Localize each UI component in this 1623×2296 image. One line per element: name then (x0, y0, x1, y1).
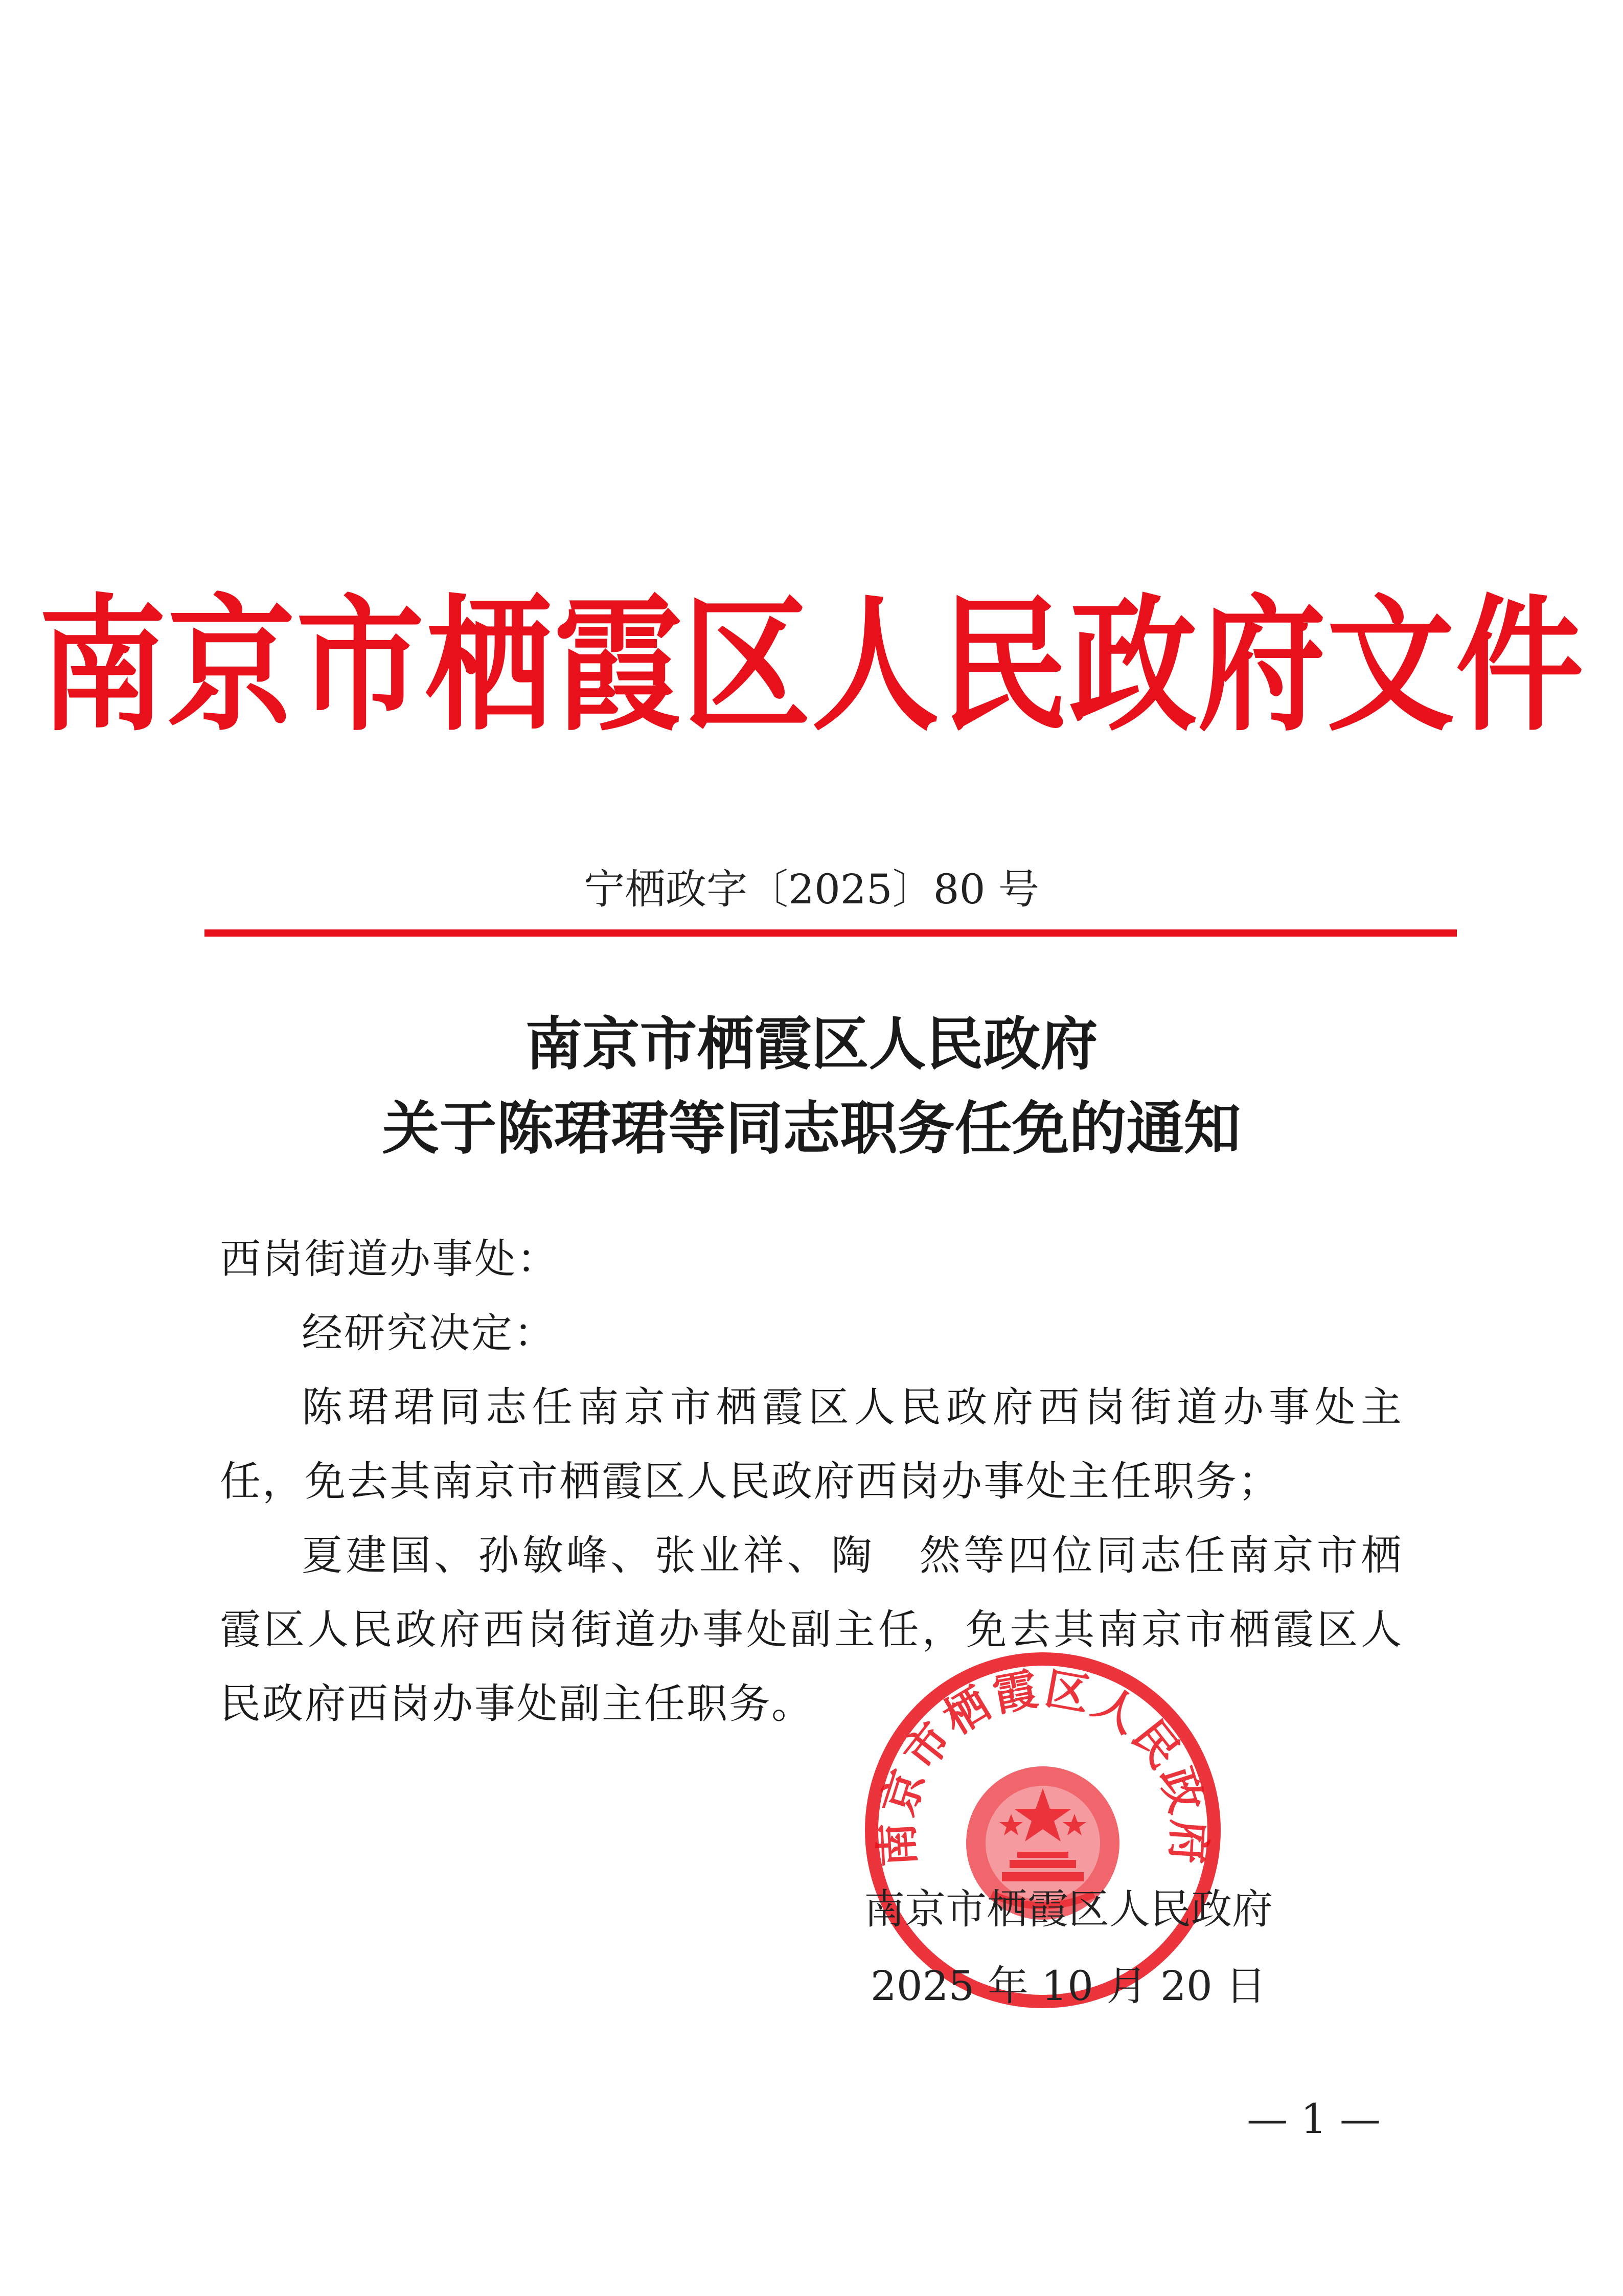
appointment-paragraph-2: 夏建国、孙敏峰、张业祥、陶 然等四位同志任南京市栖霞区人民政府西岗街道办事处副主任，免去其南京市栖霞区人民政府西岗办事处副主任职务。 (220, 1532, 1403, 1727)
issue-date: 2025 年 10 月 20 日 (870, 1962, 1267, 2010)
red-divider-line (204, 929, 1457, 937)
document-title (0, 1002, 1623, 1171)
title-line-1: 南京市栖霞区人民政府 (525, 1011, 1098, 1078)
seal-text: 南京市栖霞区人民政府 (871, 1663, 1215, 1868)
page-number: — 1 — (1247, 2095, 1381, 2143)
document-body (220, 1222, 1403, 1741)
decision-intro: 经研究决定： (302, 1309, 556, 1357)
document-number: 宁栖政字〔2025〕80 号 (584, 866, 1039, 913)
addressee: 西岗街道办事处： (220, 1235, 559, 1283)
document-masthead: 南京市栖霞区人民政府文件 (38, 581, 1585, 751)
issuing-organization: 南京市栖霞区人民政府 (864, 1885, 1273, 1933)
signature-block (838, 1871, 1298, 2025)
title-line-2: 关于陈珺珺等同志职务任免的通知 (382, 1095, 1241, 1162)
appointment-paragraph-1: 陈珺珺同志任南京市栖霞区人民政府西岗街道办事处主任，免去其南京市栖霞区人民政府西岗办事处主任职务； (220, 1383, 1403, 1505)
